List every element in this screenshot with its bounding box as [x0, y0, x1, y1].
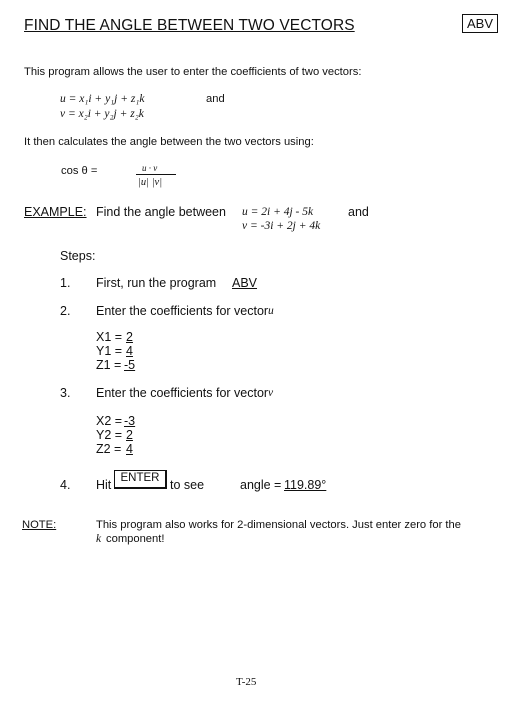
steps-label: Steps: [60, 249, 96, 263]
step-4-hit: Hit [96, 478, 112, 492]
fraction-bar [136, 174, 176, 175]
angle-label: angle = [240, 478, 282, 492]
y1-value: 4 [126, 344, 133, 358]
page-title: FIND THE ANGLE BETWEEN TWO VECTORS [24, 17, 355, 34]
vector-u-definition: u = x₁i + y₁j + z₁k [60, 93, 145, 105]
note-label: NOTE: [22, 519, 57, 531]
example-vector-v: v = -3i + 2j + 4k [242, 220, 321, 232]
z1-value: -5 [124, 358, 136, 372]
step-3-vector: v [268, 387, 274, 399]
formula-denominator: |u| |v| [138, 177, 163, 188]
note-line-1: This program also works for 2-dimensional vectors. Just enter zero for the [96, 519, 461, 531]
calculation-text: It then calculates the angle between the two vectors using: [24, 136, 314, 148]
z1-label: Z1 = [96, 358, 122, 372]
enter-key: ENTER [114, 470, 167, 489]
z2-label: Z2 = [96, 442, 122, 456]
step-2-number: 2. [60, 304, 71, 318]
program-badge: ABV [462, 14, 498, 33]
step-3-number: 3. [60, 386, 71, 400]
y2-label: Y2 = [96, 428, 123, 442]
example-vector-u: u = 2i + 4j - 5k [242, 206, 314, 218]
and-word: and [206, 93, 225, 105]
step-1-program-name: ABV [232, 276, 258, 290]
step-2-vector: u [268, 305, 274, 317]
step-2-text: Enter the coefficients for vector [96, 304, 269, 318]
step-4-to-see: to see [170, 478, 205, 492]
note-k: k [96, 533, 102, 545]
example-text: Find the angle between [96, 205, 226, 219]
step-4-number: 4. [60, 478, 71, 492]
example-and: and [348, 205, 369, 219]
step-3-text: Enter the coefficients for vector [96, 386, 269, 400]
page-number: T-25 [236, 676, 257, 688]
angle-value: 119.89° [284, 478, 327, 492]
note-line-2: component! [106, 533, 165, 545]
y1-label: Y1 = [96, 344, 123, 358]
x1-label: X1 = [96, 330, 123, 344]
x2-value: -3 [124, 414, 136, 428]
z2-value: 4 [126, 442, 133, 456]
intro-text: This program allows the user to enter the coefficients of two vectors: [24, 66, 362, 78]
step-1-text: First, run the program [96, 276, 217, 290]
formula-numerator: u · v [142, 163, 158, 173]
x2-label: X2 = [96, 414, 123, 428]
vector-v-definition: v = x₂i + y₂j + z₂k [60, 108, 144, 120]
y2-value: 2 [126, 428, 133, 442]
formula-lhs: cos θ = [61, 165, 98, 177]
x1-value: 2 [126, 330, 133, 344]
example-label: EXAMPLE: [24, 205, 87, 219]
step-1-number: 1. [60, 276, 71, 290]
